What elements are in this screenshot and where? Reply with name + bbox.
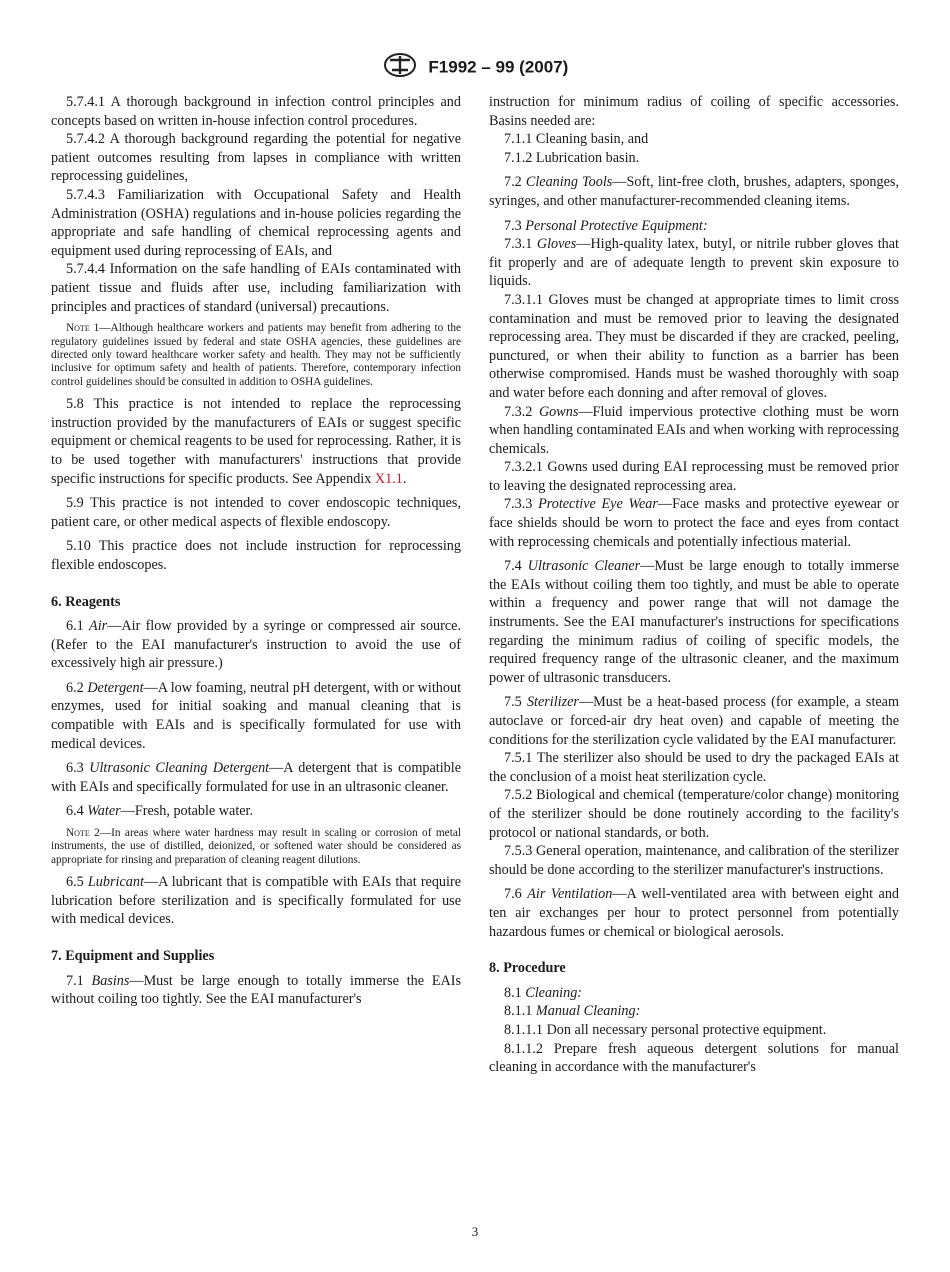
paragraph-5-7-4-3: 5.7.4.3 Familiarization with Occupational Safety and Health Administration (OSHA) regulations and in-house policies regarding the appropriate and safe handling of chemical reprocessing agents and equipment used during reprocessing of EAIs, and xyxy=(51,186,461,259)
num: 7.3.2 xyxy=(504,403,539,420)
text: —Must be a heat-based process (for example, a steam autoclave or forced-air dry heat oven) and capable of meeting the conditions for the sterilization cycle validated by the EAI manufacturer. xyxy=(489,694,900,748)
paragraph-7-2 xyxy=(489,173,899,210)
text: —Face masks and protective eyewear or face shields should be worn to protect the face and eyes from contact with reprocessing chemicals and potentially infectious material. xyxy=(489,496,900,550)
paragraph-7-3-1 xyxy=(489,235,899,291)
paragraph-7-5 xyxy=(489,693,899,749)
appendix-x1-1-link[interactable]: X1.1 xyxy=(374,470,403,487)
paragraph-6-1 xyxy=(51,617,461,673)
paragraph-7-1 xyxy=(51,972,461,1009)
section-8-heading: 8. Procedure xyxy=(489,960,566,977)
text: —Must be large enough to totally immerse the EAIs without coiling them too tightly, and must be able to operate within a frequency and power range that will not damage the instruments. See the EAI manufacturer's instructions for specifications regarding the minimum radius of coiling of specific models, the required frequency range of the ultrasonic cleaner, and the maximum power of ultrasonic transducers. xyxy=(489,558,899,686)
num: 7.3.3 xyxy=(504,496,539,513)
paragraph-5-8 xyxy=(51,395,461,488)
paragraph-7-5-2: 7.5.2 Biological and chemical (temperature/color change) monitoring of the sterilizer should be done routinely according to the facility's protocol or national standards, or both. xyxy=(489,787,899,841)
paragraph-7-3-1-1: 7.3.1.1 Gloves must be changed at appropriate times to limit cross contamination and must be removed prior to leaving the designated reprocessing area. They must be discarded if they are cracked, peeling, punctured, or when their ability to function as a barrier has been otherwise compromised. Hands must be washed thoroughly with soap and water before each donning and after removal of gloves. xyxy=(489,291,899,401)
num: 6.3 xyxy=(66,760,90,777)
paragraph-7-4 xyxy=(489,557,899,687)
section-7-heading: 7. Equipment and Supplies xyxy=(51,948,215,965)
num: 7.3 xyxy=(504,217,526,234)
note-1-text: —Although healthcare workers and patients may benefit from adhering to the regulatory guidelines issued by federal and state OSHA agencies, these guidelines are directed only toward healthcare worker safety and health. They may not be sufficiently inclusive for optimum safety and health of patients. Therefore, contemporary infection control guidelines should be consulted in addition to OSHA guidelines. xyxy=(51,322,461,388)
paragraph-7-5-1: 7.5.1 The sterilizer also should be used to dry the packaged EAIs at the conclusion of a moist heat sterilization cycle. xyxy=(489,750,899,785)
term: Ultrasonic Cleaner xyxy=(527,558,641,575)
text: —Fresh, potable water. xyxy=(120,803,254,820)
page-number: 3 xyxy=(471,1224,479,1239)
num: 7.3.1 xyxy=(504,236,537,253)
num: 8.1 xyxy=(504,984,526,1001)
paragraph-7-6 xyxy=(489,885,899,941)
paragraph-7-5-3: 7.5.3 General operation, maintenance, and calibration of the sterilizer should be done according to the sterilizer manufacturer's instructions. xyxy=(489,843,899,878)
text: —Fluid impervious protective clothing must be worn when handling contaminated EAIs and when working with reprocessing chemicals. xyxy=(489,403,900,457)
term: Air xyxy=(89,618,108,635)
text: —A lubricant that is compatible with EAIs that require lubrication before sterilization and is specifically formulated for use with medical devices. xyxy=(51,874,461,928)
term: Lubricant xyxy=(87,874,144,891)
text: —A detergent that is compatible with EAIs and specifically formulated for use in an ultrasonic cleaner. xyxy=(51,760,461,795)
text: —Soft, lint-free cloth, brushes, adapters, sponges, syringes, and other manufacturer-recommended cleaning items. xyxy=(489,174,899,209)
num: 8.1.1 xyxy=(504,1003,536,1020)
num: 7.6 xyxy=(504,886,528,903)
paragraph-7-3-3 xyxy=(489,495,899,551)
right-column xyxy=(489,93,899,1077)
paragraph-6-5 xyxy=(51,873,461,929)
num: 7.5 xyxy=(504,694,527,711)
num: 6.1 xyxy=(66,618,90,635)
num: 7.4 xyxy=(504,558,528,575)
text: —Air flow provided by a syringe or compressed air source. (Refer to the EAI manufacturer's instruction to avoid the use of excessively high air pressure.) xyxy=(51,618,462,672)
standard-designation: F1992 – 99 (2007) xyxy=(428,57,569,77)
paragraph-6-4 xyxy=(51,802,461,821)
term: Manual Cleaning: xyxy=(535,1003,641,1020)
paragraph-7-3-2-1: 7.3.2.1 Gowns used during EAI reprocessing must be removed prior to leaving the designated reprocessing area. xyxy=(489,459,899,494)
term: Cleaning Tools xyxy=(525,174,613,191)
term: Air Ventilation xyxy=(527,886,613,903)
section-6-heading: 6. Reagents xyxy=(51,593,121,610)
page-header xyxy=(0,52,950,83)
paragraph-7-1-continued: instruction for minimum radius of coiling of specific accessories. Basins needed are: xyxy=(489,94,899,129)
term: Personal Protective Equipment: xyxy=(525,217,708,234)
text: —A low foaming, neutral pH detergent, with or without enzymes, used for initial soaking and manual cleaning that is compatible with EAIs and is specifically formulated for use with medical devices. xyxy=(51,679,462,752)
paragraph-7-3 xyxy=(489,217,899,236)
note-2-text: —In areas where water hardness may result in scaling or corrosion of metal instruments, the use of distilled, deionized, or softened water should be considered as appropriate for rinsing and preparation of cleaning reagent dilutions. xyxy=(51,827,461,866)
text: —High-quality latex, butyl, or nitrile rubber gloves that fit properly and are of adequate length to prevent skin exposure to liquids. xyxy=(489,236,899,290)
term: Water xyxy=(87,803,121,820)
text: —Must be large enough to totally immerse the EAIs without coiling too tightly. See the EAI manufacturer's xyxy=(51,972,461,1008)
left-column xyxy=(51,93,461,1009)
paragraph-6-3 xyxy=(51,759,461,796)
paragraph-8-1-1-2: 8.1.1.2 Prepare fresh aqueous detergent solutions for manual cleaning in accordance with the manufacturer's xyxy=(489,1040,899,1076)
paragraph-5-7-4-2: 5.7.4.2 A thorough background regarding the potential for negative patient outcomes resulting from lapses in compliance with written reprocessing guidelines, xyxy=(51,131,461,185)
paragraph-5-8-text: 5.8 This practice is not intended to replace the reprocessing instruction provided by the manufacturers of EAIs or suggest specific equipment or chemical reagents to be used for reprocessing. Rather, it is to be used together with manufacturers' instructions that provide specific instructions for specific products. See Appendix xyxy=(51,396,461,487)
note-2 xyxy=(51,827,461,867)
paragraph-8-1-1 xyxy=(489,1002,899,1021)
astm-logo-icon xyxy=(382,52,418,83)
paragraph-8-1 xyxy=(489,984,899,1003)
text: —A well-ventilated area with between eight and ten air exchanges per hour to protect personnel from potentially hazardous fumes or chemical or biological aerosols. xyxy=(489,886,900,940)
term: Gowns xyxy=(538,403,579,420)
paragraph-5-8-end: . xyxy=(402,470,407,487)
paragraph-7-3-2 xyxy=(489,403,899,459)
paragraph-5-9: 5.9 This practice is not intended to cover endoscopic techniques, patient care, or other medical aspects of flexible endoscopy. xyxy=(51,495,461,530)
paragraph-8-1-1-1: 8.1.1.1 Don all necessary personal protective equipment. xyxy=(504,1021,827,1038)
paragraph-6-2 xyxy=(51,679,461,753)
num: 6.5 xyxy=(66,874,88,891)
term: Detergent xyxy=(87,679,144,696)
term: Cleaning: xyxy=(525,984,583,1001)
term: Ultrasonic Cleaning Detergent xyxy=(89,760,270,777)
term: Gloves xyxy=(536,236,577,253)
note-1-label: Note 1 xyxy=(66,322,100,335)
term: Basins xyxy=(91,972,130,989)
num: 7.1 xyxy=(66,972,92,989)
note-2-label: Note 2 xyxy=(66,827,100,840)
paragraph-7-1-1: 7.1.1 Cleaning basin, and xyxy=(504,131,649,148)
paragraph-5-7-4-4: 5.7.4.4 Information on the safe handling of EAIs contaminated with patient tissue and fluids after use, including familiarization with principles and practices of standard (universal) precautions. xyxy=(51,261,461,315)
paragraph-5-7-4-1: 5.7.4.1 A thorough background in infection control principles and concepts based on written in-house infection control procedures. xyxy=(51,94,461,129)
term: Sterilizer xyxy=(526,694,579,711)
num: 7.2 xyxy=(504,174,526,191)
num: 6.2 xyxy=(66,679,88,696)
note-1 xyxy=(51,322,461,389)
term: Protective Eye Wear xyxy=(538,496,658,513)
paragraph-5-10: 5.10 This practice does not include instruction for reprocessing flexible endoscopes. xyxy=(51,538,461,573)
paragraph-7-1-2: 7.1.2 Lubrication basin. xyxy=(504,149,640,166)
num: 6.4 xyxy=(66,803,88,820)
